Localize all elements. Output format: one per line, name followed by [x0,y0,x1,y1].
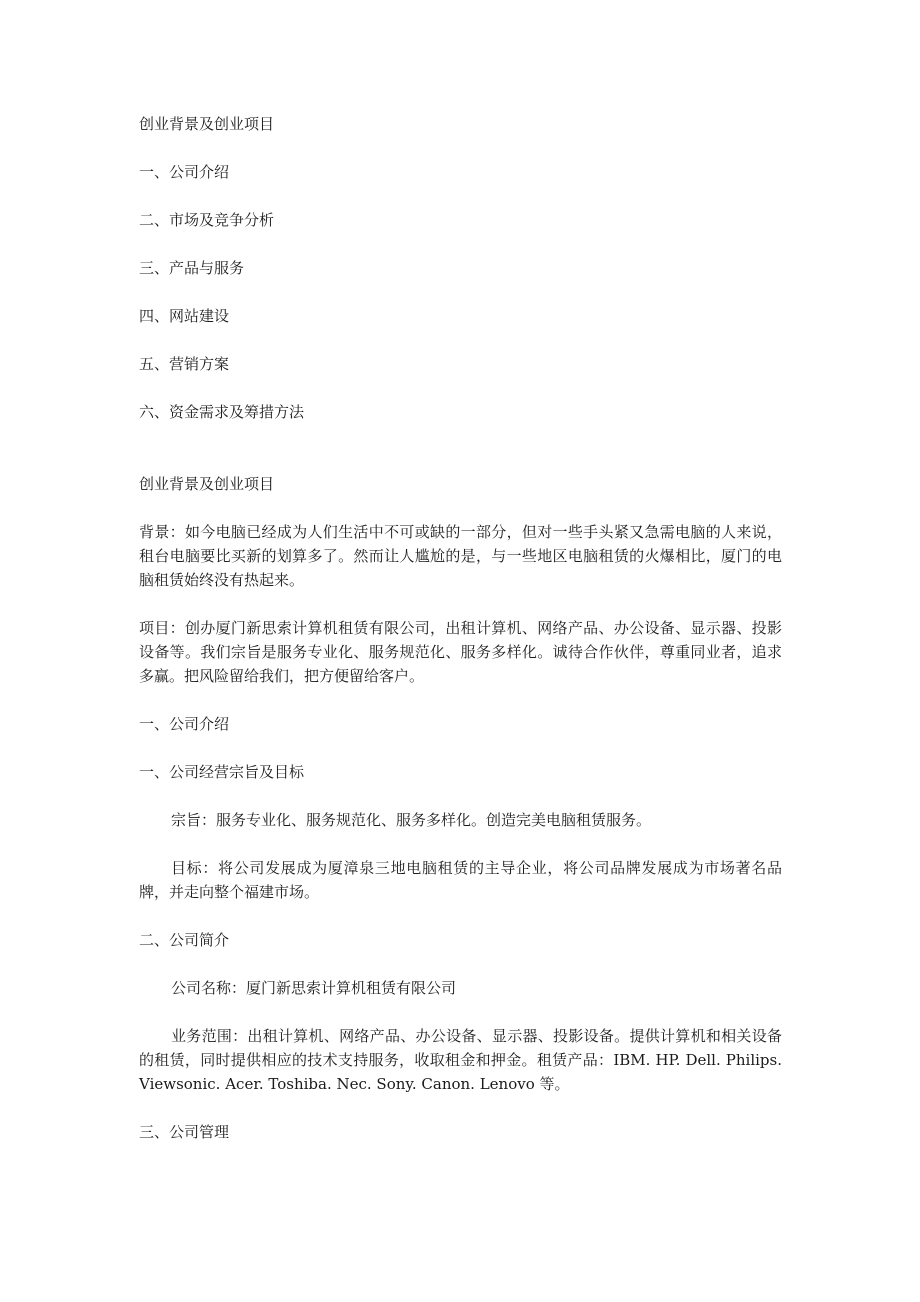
company-name-paragraph: 公司名称：厦门新思索计算机租赁有限公司 [171,979,457,997]
purpose-paragraph: 宗旨：服务专业化、服务规范化、服务多样化。创造完美电脑租赁服务。 [171,811,652,829]
toc-item-products: 三、产品与服务 [139,259,245,277]
background-paragraph: 背景：如今电脑已经成为人们生活中不可或缺的一部分，但对一些手头紧又急需电脑的人来说，租台电脑要比买新的划算多了。然而让人尴尬的是，与一些地区电脑租赁的火爆相比，厦门的电脑租赁始终没有热起来。 [139,523,782,589]
subheading-purpose-goals: 一、公司经营宗旨及目标 [139,763,305,781]
toc-item-website: 四、网站建设 [139,307,230,325]
section-heading-company: 一、公司介绍 [139,715,230,733]
subheading-company-profile: 二、公司简介 [139,931,230,949]
toc-item-marketing: 五、营销方案 [139,355,230,373]
project-paragraph: 项目：创办厦门新思索计算机租赁有限公司，出租计算机、网络产品、办公设备、显示器、投影设备等。我们宗旨是服务专业化、服务规范化、服务多样化。诚待合作伙伴，尊重同业者，追求多赢。把风险留给我们，把方便留给客户。 [139,619,782,685]
document-page [139,112,782,1144]
toc-item-company: 一、公司介绍 [139,163,230,181]
toc-title: 创业背景及创业项目 [139,115,275,133]
goal-paragraph: 目标：将公司发展成为厦漳泉三地电脑租赁的主导企业，将公司品牌发展成为市场著名品牌，并走向整个福建市场。 [139,859,782,901]
toc-item-market: 二、市场及竞争分析 [139,211,275,229]
subheading-company-management: 三、公司管理 [139,1123,230,1141]
section-heading-background: 创业背景及创业项目 [139,475,275,493]
business-scope-paragraph: 业务范围：出租计算机、网络产品、办公设备、显示器、投影设备。提供计算机和相关设备的租赁，同时提供相应的技术支持服务，收取租金和押金。租赁产品：IBM. HP. Dell. Philips. Viewsonic. Acer. Toshiba. Nec. Sony. Canon. Lenovo 等。 [139,1027,782,1093]
toc-item-funding: 六、资金需求及筹措方法 [139,403,305,421]
